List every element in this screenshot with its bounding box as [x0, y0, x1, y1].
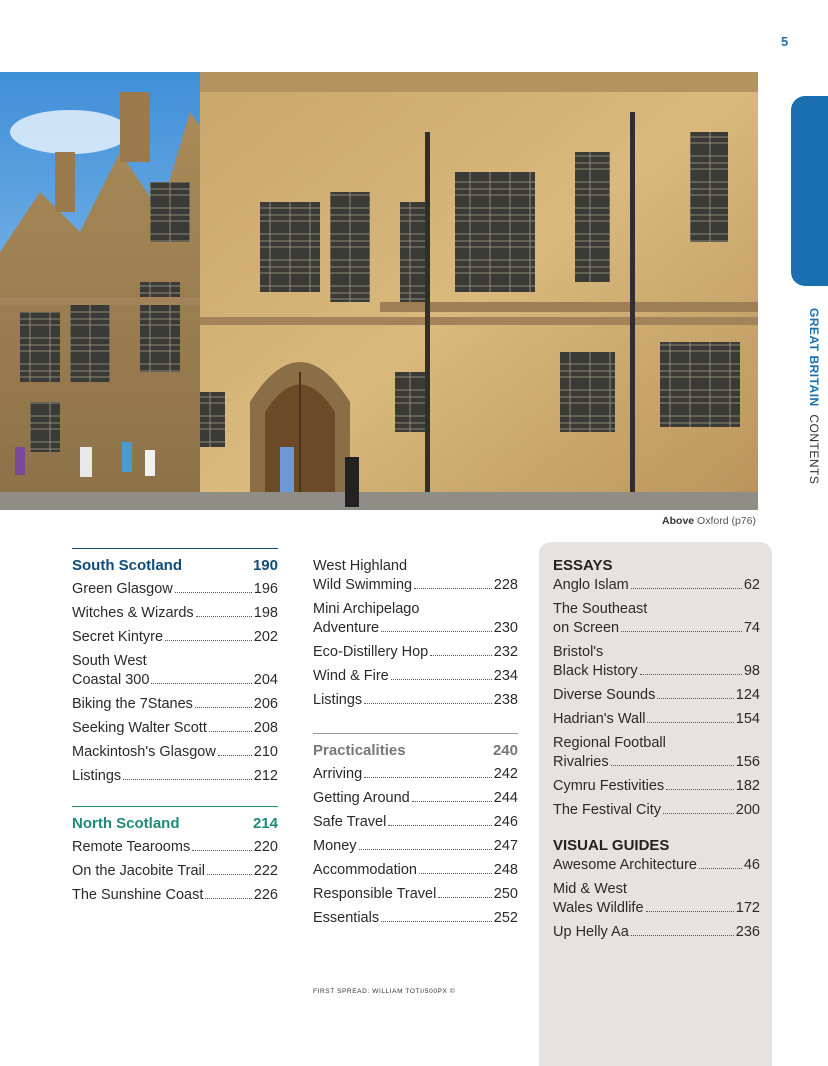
leader-dots	[646, 911, 734, 912]
toc-entry-title: Wild Swimming	[313, 577, 413, 593]
toc-entry-title: Getting Around	[313, 790, 410, 806]
side-label	[809, 308, 819, 518]
toc-entry-title: Wales Wildlife	[553, 900, 644, 916]
toc-entry[interactable]	[72, 886, 278, 905]
toc-entry-page: 182	[735, 778, 760, 794]
toc-entry-page: 62	[743, 577, 760, 593]
caption-label: Above	[662, 515, 695, 527]
leader-dots	[381, 631, 492, 632]
toc-entry-title: Arriving	[313, 766, 363, 782]
toc-entry-page: 242	[493, 766, 518, 782]
toc-entry-page: 156	[735, 754, 760, 770]
toc-entry[interactable]	[72, 580, 278, 599]
toc-entry[interactable]	[553, 856, 760, 875]
caption-text: Oxford (p76)	[697, 515, 756, 527]
toc-entry-page: 208	[253, 720, 278, 736]
leader-dots	[205, 898, 251, 899]
toc-entry[interactable]	[313, 667, 518, 686]
toc-entry[interactable]	[313, 861, 518, 880]
toc-entry-page: 124	[735, 687, 760, 703]
toc-entry-title: Rivalries	[553, 754, 609, 770]
toc-entry-title: Accommodation	[313, 862, 417, 878]
visual-guides-list	[553, 856, 760, 942]
leader-dots	[657, 698, 733, 699]
toc-entry[interactable]	[313, 837, 518, 856]
leader-dots	[430, 655, 492, 656]
leader-dots	[381, 921, 492, 922]
toc-entry[interactable]	[553, 777, 760, 796]
section-south-scotland[interactable]	[72, 548, 278, 574]
toc-entry[interactable]	[553, 880, 760, 918]
toc-entry-page: 222	[253, 863, 278, 879]
section-page: 190	[252, 557, 278, 574]
toc-entry-title: Essentials	[313, 910, 380, 926]
toc-entry-title: Mackintosh's Glasgow	[72, 744, 216, 760]
toc-entry-page: 226	[253, 887, 278, 903]
toc-entry[interactable]	[72, 767, 278, 786]
toc-entry[interactable]	[72, 652, 278, 690]
toc-entry[interactable]	[553, 923, 760, 942]
toc-entry-page: 198	[253, 605, 278, 621]
toc-entry-page: 98	[743, 663, 760, 679]
toc-entry-page: 232	[493, 644, 518, 660]
toc-entry-title: Mini Archipelago	[313, 601, 420, 617]
toc-entry-page: 238	[493, 692, 518, 708]
toc-entry-title: On the Jacobite Trail	[72, 863, 205, 879]
toc-entry-title: Hadrian's Wall	[553, 711, 646, 727]
toc-column-1	[72, 548, 278, 910]
toc-entry-title: Witches & Wizards	[72, 605, 194, 621]
leader-dots	[388, 825, 491, 826]
toc-entry-title: Regional Football	[553, 735, 666, 751]
toc-entry-title: Listings	[72, 768, 122, 784]
toc-entry-title: Diverse Sounds	[553, 687, 656, 703]
toc-entry-title: Bristol's	[553, 644, 604, 660]
essays-heading: ESSAYS	[553, 557, 613, 574]
toc-entry-page: 230	[493, 620, 518, 636]
toc-entry-title: Anglo Islam	[553, 577, 629, 593]
leader-dots	[631, 935, 734, 936]
toc-entry-page: 248	[493, 862, 518, 878]
side-label-section: CONTENTS	[807, 414, 821, 485]
toc-entry-title: Up Helly Aa	[553, 924, 629, 940]
leader-dots	[196, 616, 252, 617]
leader-dots	[631, 588, 742, 589]
toc-entry-title: Cymru Festivities	[553, 778, 665, 794]
toc-entry[interactable]	[313, 885, 518, 904]
toc-entry-title: Coastal 300	[72, 672, 150, 688]
leader-dots	[165, 640, 252, 641]
leader-dots	[666, 789, 734, 790]
toc-entry-title: Responsible Travel	[313, 886, 437, 902]
toc-entry-title: Secret Kintyre	[72, 629, 164, 645]
toc-entry[interactable]	[553, 710, 760, 729]
leader-dots	[364, 703, 492, 704]
toc-entry[interactable]	[72, 862, 278, 881]
toc-entry-page: 220	[253, 839, 278, 855]
toc-entry-page: 210	[253, 744, 278, 760]
toc-entry-page: 252	[493, 910, 518, 926]
toc-entry-page: 74	[743, 620, 760, 636]
toc-entry-page: 200	[735, 802, 760, 818]
toc-entry-title: The Southeast	[553, 601, 648, 617]
toc-entry-page: 206	[253, 696, 278, 712]
toc-entry-page: 154	[735, 711, 760, 727]
toc-entry-page: 247	[493, 838, 518, 854]
toc-entry[interactable]	[72, 628, 278, 647]
toc-entry-page: 246	[493, 814, 518, 830]
toc-entry-page: 228	[493, 577, 518, 593]
practicalities-list	[313, 765, 518, 928]
toc-entry[interactable]	[313, 765, 518, 784]
toc-entry[interactable]	[72, 719, 278, 738]
page-number: 5	[781, 34, 789, 49]
toc-entry-page: 204	[253, 672, 278, 688]
leader-dots	[195, 707, 252, 708]
toc-entry[interactable]	[553, 643, 760, 681]
section-title: Practicalities	[313, 742, 406, 759]
toc-entry-title: Listings	[313, 692, 363, 708]
toc-column-2	[313, 557, 518, 933]
toc-entry-page: 212	[253, 768, 278, 784]
essays-list	[553, 576, 760, 820]
toc-entry-title: Mid & West	[553, 881, 627, 897]
leader-dots	[364, 777, 492, 778]
toc-entry[interactable]	[313, 909, 518, 928]
north-scotland-continued-list	[313, 557, 518, 710]
toc-entry[interactable]	[313, 691, 518, 710]
toc-entry[interactable]	[553, 600, 760, 638]
toc-entry-title: Money	[313, 838, 357, 854]
leader-dots	[647, 722, 733, 723]
toc-entry-title: Remote Tearooms	[72, 839, 191, 855]
toc-entry[interactable]	[313, 600, 518, 638]
toc-entry-title: Adventure	[313, 620, 380, 636]
section-title: South Scotland	[72, 557, 182, 574]
south-scotland-list	[72, 580, 278, 786]
photo-caption	[662, 515, 756, 527]
toc-entry-page: 250	[493, 886, 518, 902]
toc-entry-page: 236	[735, 924, 760, 940]
north-scotland-list	[72, 838, 278, 905]
leader-dots	[123, 779, 252, 780]
leader-dots	[640, 674, 742, 675]
toc-entry-title: The Sunshine Coast	[72, 887, 204, 903]
leader-dots	[391, 679, 492, 680]
leader-dots	[611, 765, 734, 766]
toc-entry[interactable]	[72, 695, 278, 714]
leader-dots	[419, 873, 492, 874]
leader-dots	[699, 868, 742, 869]
toc-entry-title: South West	[72, 653, 147, 669]
leader-dots	[412, 801, 492, 802]
toc-entry[interactable]	[553, 686, 760, 705]
toc-column-3	[553, 557, 760, 947]
leader-dots	[218, 755, 252, 756]
toc-entry-page: 244	[493, 790, 518, 806]
toc-entry-title: Black History	[553, 663, 638, 679]
toc-entry-title: Biking the 7Stanes	[72, 696, 193, 712]
toc-entry[interactable]	[72, 838, 278, 857]
leader-dots	[438, 897, 491, 898]
section-page: 240	[492, 742, 518, 759]
toc-entry-title: Eco-Distillery Hop	[313, 644, 429, 660]
leader-dots	[207, 874, 252, 875]
leader-dots	[621, 631, 742, 632]
toc-entry-page: 234	[493, 668, 518, 684]
photo-credit: FIRST SPREAD: WILLIAM TOTI/500PX ©	[313, 988, 456, 995]
leader-dots	[359, 849, 492, 850]
leader-dots	[192, 850, 252, 851]
toc-entry[interactable]	[313, 789, 518, 808]
leader-dots	[209, 731, 252, 732]
oxford-photo	[0, 72, 758, 510]
toc-entry-title: The Festival City	[553, 802, 661, 818]
toc-entry-title: Seeking Walter Scott	[72, 720, 207, 736]
toc-entry[interactable]	[553, 734, 760, 772]
toc-entry[interactable]	[313, 643, 518, 662]
leader-dots	[151, 683, 251, 684]
toc-entry[interactable]	[553, 576, 760, 595]
section-title: North Scotland	[72, 815, 180, 832]
toc-entry-title: Wind & Fire	[313, 668, 389, 684]
visual-guides-heading: VISUAL GUIDES	[553, 837, 670, 854]
leader-dots	[414, 588, 492, 589]
section-practicalities[interactable]	[313, 733, 518, 759]
section-page: 214	[252, 815, 278, 832]
toc-entry-title: on Screen	[553, 620, 620, 636]
toc-entry[interactable]	[72, 743, 278, 762]
toc-entry-page: 202	[253, 629, 278, 645]
toc-entry-page: 196	[253, 581, 278, 597]
toc-entry-title: Green Glasgow	[72, 581, 173, 597]
leader-dots	[175, 592, 252, 593]
toc-entry[interactable]	[72, 604, 278, 623]
toc-entry-title: West Highland	[313, 558, 408, 574]
toc-entry[interactable]	[313, 813, 518, 832]
chapter-tab	[791, 96, 828, 286]
toc-entry[interactable]	[313, 557, 518, 595]
leader-dots	[663, 813, 734, 814]
toc-entry[interactable]	[553, 801, 760, 820]
toc-entry-title: Awesome Architecture	[553, 857, 697, 873]
toc-entry-title: Safe Travel	[313, 814, 387, 830]
side-label-country: GREAT BRITAIN	[807, 308, 821, 407]
toc-entry-page: 172	[735, 900, 760, 916]
toc-entry-page: 46	[743, 857, 760, 873]
section-north-scotland[interactable]	[72, 806, 278, 832]
